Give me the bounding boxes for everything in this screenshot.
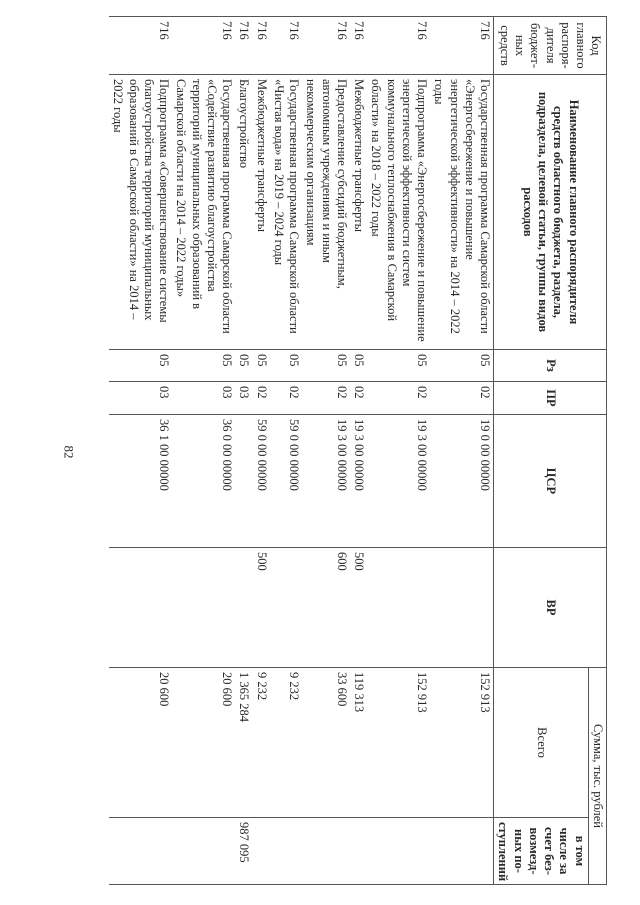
- cell-code: 716: [235, 17, 252, 75]
- header-name: Наименование главного распорядителя средств областного бюджета, раздела, подраздела, целевой статьи, группы видов расходов: [494, 75, 607, 350]
- cell-code: 716: [430, 17, 494, 75]
- cell-total: 9 232: [253, 668, 270, 818]
- cell-csr: 59 0 00 00000: [270, 415, 303, 548]
- table-header: [494, 17, 607, 885]
- cell-code: 716: [270, 17, 303, 75]
- cell-pr: 02: [350, 382, 367, 415]
- header-sum-group: Сумма, тыс. рублей: [588, 668, 606, 885]
- cell-csr: 19 3 00 00000: [302, 415, 350, 548]
- table-row: [172, 17, 235, 885]
- cell-gratuitous: [350, 818, 367, 885]
- table-row: [430, 17, 494, 885]
- table-body: [109, 17, 494, 885]
- cell-rz: 05: [350, 350, 367, 382]
- table-row: [302, 17, 350, 885]
- cell-vr: [172, 548, 235, 668]
- table-row: [367, 17, 430, 885]
- cell-name: Предоставление субсидий бюджетным, автономным учреждениям и иным некоммерческим организациям: [302, 75, 350, 350]
- cell-csr: 36 0 00 00000: [172, 415, 235, 548]
- cell-vr: 600: [302, 548, 350, 668]
- cell-total: 152 913: [367, 668, 430, 818]
- cell-code: 716: [302, 17, 350, 75]
- cell-name: Подпрограмма «Энергосбережение и повышение энергетической эффективности систем коммунального теплоснабжения в Самарской области» на 2018 – 2022 годы: [367, 75, 430, 350]
- cell-code: 716: [367, 17, 430, 75]
- cell-rz: 05: [235, 350, 252, 382]
- cell-rz: 05: [367, 350, 430, 382]
- cell-pr: 02: [253, 382, 270, 415]
- cell-gratuitous: [367, 818, 430, 885]
- cell-vr: [367, 548, 430, 668]
- table-row: [350, 17, 367, 885]
- header-code: Код главного распоря-дителя бюджет-ных средств: [494, 17, 607, 75]
- cell-code: 716: [253, 17, 270, 75]
- page-number: 82: [61, 445, 77, 459]
- cell-csr: [235, 415, 252, 548]
- cell-csr: 59 0 00 00000: [253, 415, 270, 548]
- cell-name: Подпрограмма «Совершенствование системы благоустройства территорий муниципальных образований в Самарской области» на 2014 – 2022 годы: [109, 75, 172, 350]
- cell-name: Государственная программа Самарской области «Энергосбережение и повышение энергетической эффективности» на 2014 – 2022 годы: [430, 75, 494, 350]
- cell-pr: 02: [302, 382, 350, 415]
- cell-name: Межбюджетные трансферты: [253, 75, 270, 350]
- cell-name: Государственная программа Самарской области «Содействие развитию благоустройства территорий муниципальных образований в Самарской области на 2014 – 2022 годы»: [172, 75, 235, 350]
- budget-table: [109, 16, 607, 885]
- cell-vr: [235, 548, 252, 668]
- cell-total: 119 313: [350, 668, 367, 818]
- cell-total: 20 600: [109, 668, 172, 818]
- cell-code: 716: [350, 17, 367, 75]
- cell-total: 1 365 284: [235, 668, 252, 818]
- table-row: [109, 17, 172, 885]
- table-row: [235, 17, 252, 885]
- cell-rz: 05: [430, 350, 494, 382]
- table-row: [253, 17, 270, 885]
- cell-code: 716: [109, 17, 172, 75]
- cell-pr: 02: [430, 382, 494, 415]
- cell-pr: 02: [270, 382, 303, 415]
- header-pr: ПР: [494, 382, 607, 415]
- header-rz: Рз: [494, 350, 607, 382]
- cell-total: 152 913: [430, 668, 494, 818]
- cell-pr: 03: [109, 382, 172, 415]
- cell-total: 33 600: [302, 668, 350, 818]
- cell-csr: 19 0 00 00000: [430, 415, 494, 548]
- header-csr: ЦСР: [494, 415, 607, 548]
- cell-gratuitous: [270, 818, 303, 885]
- cell-rz: 05: [253, 350, 270, 382]
- cell-gratuitous: [109, 818, 172, 885]
- cell-gratuitous: [302, 818, 350, 885]
- cell-rz: 05: [172, 350, 235, 382]
- header-total: Всего: [494, 668, 589, 818]
- cell-pr: 02: [367, 382, 430, 415]
- cell-total: 9 232: [270, 668, 303, 818]
- cell-csr: 19 3 00 00000: [367, 415, 430, 548]
- cell-vr: [109, 548, 172, 668]
- cell-name: Межбюджетные трансферты: [350, 75, 367, 350]
- cell-rz: 05: [109, 350, 172, 382]
- header-vr: ВР: [494, 548, 607, 668]
- cell-rz: 05: [302, 350, 350, 382]
- cell-pr: 03: [235, 382, 252, 415]
- cell-total: 20 600: [172, 668, 235, 818]
- cell-gratuitous: [430, 818, 494, 885]
- header-gratuitous: в том числе за счет без-возмезд-ных по-ступлений: [494, 818, 589, 885]
- cell-vr: [270, 548, 303, 668]
- cell-vr: 500: [253, 548, 270, 668]
- cell-csr: 19 3 00 00000: [350, 415, 367, 548]
- cell-rz: 05: [270, 350, 303, 382]
- cell-gratuitous: [172, 818, 235, 885]
- cell-gratuitous: 987 095: [235, 818, 252, 885]
- cell-vr: 500: [350, 548, 367, 668]
- cell-code: 716: [172, 17, 235, 75]
- cell-csr: 36 1 00 00000: [109, 415, 172, 548]
- cell-name: Благоустройство: [235, 75, 252, 350]
- cell-pr: 03: [172, 382, 235, 415]
- cell-vr: [430, 548, 494, 668]
- cell-gratuitous: [253, 818, 270, 885]
- cell-name: Государственная программа Самарской области «Чистая вода» на 2019 – 2024 годы: [270, 75, 303, 350]
- table-row: [270, 17, 303, 885]
